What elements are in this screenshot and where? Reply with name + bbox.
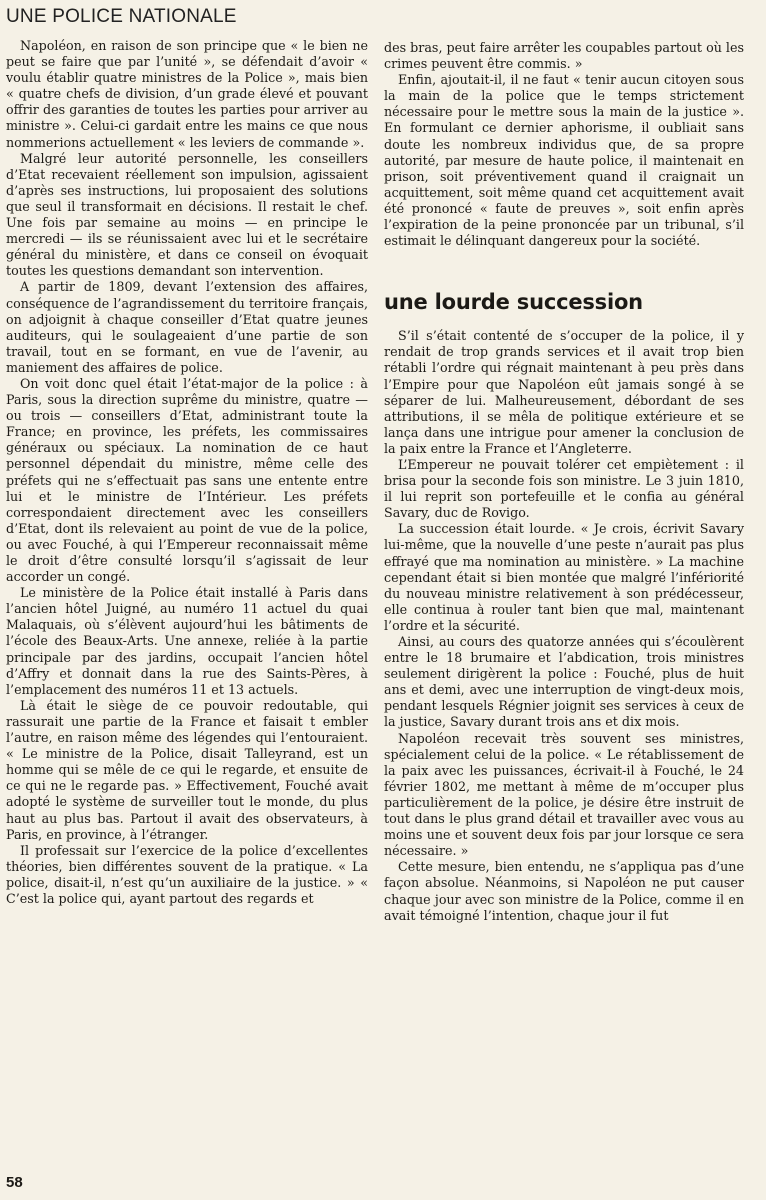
section-heading: une lourde succession xyxy=(384,290,643,315)
paragraph: Là était le siège de ce pouvoir redoutable, qui rassurait une partie de la France et faisait t embler l’autre, en raison même des légendes qui l’entouraient. « Le ministre de la Police, disait Talleyrand, est un homme qui se mêle de ce qui le regarde, et ensuite de ce qui ne le regarde pas. » Effectivement, Fouché avait adopté le système de surveiller tout le monde, du plus haut au plus bas. Partout il avait des observateurs, à Paris, en province, à l’étranger. xyxy=(6,697,368,842)
paragraph-continuation: des bras, peut faire arrêter les coupables partout où les crimes peuvent être commis. » xyxy=(384,40,744,72)
paragraph: Il professait sur l’exercice de la police d’excellentes théories, bien différentes souvent de la pratique. « La police, disait-il, n’est qu’un auxiliaire de la justice. » « C’est la police qui, ayant partout des regards et xyxy=(6,842,368,906)
paragraph: Malgré leur autorité personnelle, les conseillers d’Etat recevaient réellement son impulsion, agissaient d’après ses instructions, lui proposaient des solutions que seul il transformait en décisions. Il restait le chef. Une fois par semaine au moins — en principe le mercredi — ils se réunissaient avec lui et le secrétaire général du ministère, et dans ce conseil on évoquait toutes les questions demandant son intervention. xyxy=(6,150,368,279)
paragraph: Ainsi, au cours des quatorze années qui s’écoulèrent entre le 18 brumaire et l’abdication, trois ministres seulement dirigèrent la police : Fouché, plus de huit ans et demi, avec une interruption de vingt-deux mois, pendant lesquels Régnier joignit ses services à ceux de la justice, Savary durant trois ans et dix mois. xyxy=(384,634,744,730)
left-column xyxy=(6,38,368,907)
paragraph: Napoléon, en raison de son principe que « le bien ne peut se faire que par l’unité », se défendait d’avoir « voulu établir quatre ministres de la Police », mais bien « quatre chefs de division, d’un grade élevé et pouvant offrir des garanties de toutes les parties pour arriver au ministre ». Celui-ci gardait entre les mains ce que nous nommerions actuellement « les leviers de commande ». xyxy=(6,38,368,150)
running-head: UNE POLICE NATIONALE xyxy=(6,6,237,27)
paragraph: La succession était lourde. « Je crois, écrivit Savary lui-même, que la nouvelle d’une peste n’aurait pas plus effrayé que ma nomination au ministère. » La machine cependant était si bien montée que malgré l’infériorité du nouveau ministre relativement à son prédécesseur, elle continua à rouler tant bien que mal, maintenant l’ordre et la sécurité. xyxy=(384,521,744,633)
page-number: 58 xyxy=(6,1174,23,1191)
paragraph: Cette mesure, bien entendu, ne s’appliqua pas d’une façon absolue. Néanmoins, si Napoléon ne put causer chaque jour avec son ministre de la Police, comme il en avait témoigné l’intention, chaque jour il fut xyxy=(384,859,744,923)
paragraph: Enfin, ajoutait-il, il ne faut « tenir aucun citoyen sous la main de la police que le temps strictement nécessaire pour le mettre sous la main de la justice ». En formulant ce dernier aphorisme, il oubliait sans doute les nombreux individus que, de sa propre autorité, par mesure de haute police, il maintenait en prison, soit préventivement quand il craignait un acquittement, soit même quand cet acquittement avait été prononcé « faute de preuves », soit enfin après l’expiration de la peine prononcée par un tribunal, s’il estimait le délinquant dangereux pour la société. xyxy=(384,72,744,249)
paragraph: On voit donc quel était l’état-major de la police : à Paris, sous la direction suprême du ministre, quatre — ou trois — conseillers d’Etat, administrant toute la France; en province, les préfets, les commissaires généraux ou spéciaux. La nomination de ce haut personnel dépendait du ministre, même celle des préfets qui ne s’effectuait pas sans une entente entre lui et le ministre de l’Intérieur. Les préfets correspondaient directement avec les conseillers d’Etat, dont ils relevaient au point de vue de la police, ou avec Fouché, à qui l’Empereur reconnaissait même le droit d’être consulté lorsqu’il s’agissait de leur accorder un congé. xyxy=(6,375,368,585)
paragraph: Napoléon recevait très souvent ses ministres, spécialement celui de la police. « Le rétablissement de la paix avec les puissances, écrivait-il à Fouché, le 24 février 1802, me mettant à même de m’occuper plus particulièrement de la police, je désire être instruit de tout dans le plus grand détail et travailler avec vous au moins une et souvent deux fois par jour lorsque ce sera nécessaire. » xyxy=(384,730,744,859)
paragraph: L’Empereur ne pouvait tolérer cet empiètement : il brisa pour la seconde fois son ministre. Le 3 juin 1810, il lui reprit son portefeuille et le confia au général Savary, duc de Rovigo. xyxy=(384,456,744,521)
paragraph: S’il s’était contenté de s’occuper de la police, il y rendait de trop grands services et il avait trop bien rétabli l’ordre qui régnait maintenant à peu près dans l’Empire pour que Napoléon eût jamais songé à se séparer de lui. Malheureusement, débordant de ses attributions, il se mêla de politique extérieure et se lança dans une intrigue pour amener la conclusion de la paix entre la France et l’Angleterre. xyxy=(384,328,744,456)
paragraph: A partir de 1809, devant l’extension des affaires, conséquence de l’agrandissement du territoire français, on adjoignit à chaque conseiller d’Etat quatre jeunes auditeurs, qui le soulageaient d’une partie de son travail, tout en se formant, en vue de l’avenir, au maniement des affaires de police. xyxy=(6,279,368,375)
paragraph: Le ministère de la Police était installé à Paris dans l’ancien hôtel Juigné, au numéro 11 actuel du quai Malaquais, où s’élèvent aujourd’hui les bâtiments de l’école des Beaux-Arts. Une annexe, reliée à la partie principale par des jardins, occupait l’ancien hôtel d’Affry et donnait dans la rue des Saints-Pères, à l’emplacement des numéros 11 et 13 actuels. xyxy=(6,585,368,697)
right-column xyxy=(384,40,744,924)
